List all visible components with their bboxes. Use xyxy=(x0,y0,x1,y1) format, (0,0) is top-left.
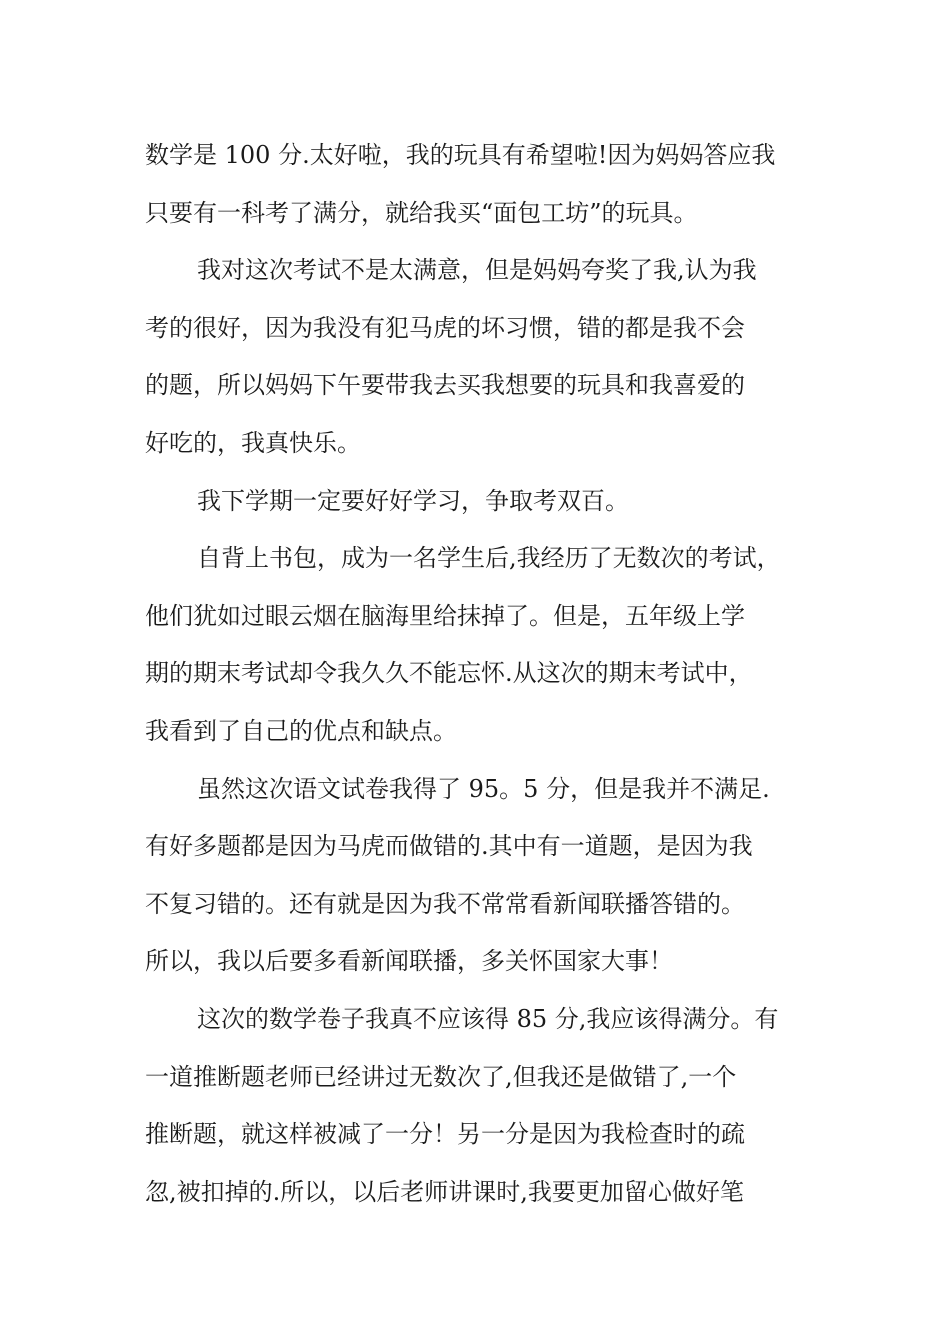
essay-body xyxy=(145,127,815,1221)
text-line: 数学是 100 分.太好啦，我的玩具有希望啦!因为妈妈答应我 xyxy=(145,141,776,169)
text-line: 有好多题都是因为马虎而做错的.其中有一道题，是因为我 xyxy=(145,832,753,861)
text-line: 考的很好，因为我没有犯马虎的坏习惯，错的都是我不会 xyxy=(145,313,745,342)
text-line: 只要有一科考了满分，就给我买“面包工坊”的玩具。 xyxy=(145,198,698,227)
text-line: 期的期末考试却令我久久不能忘怀.从这次的期末考试中， xyxy=(145,659,753,688)
text-line: 一道推断题老师已经讲过无数次了,但我还是做错了,一个 xyxy=(145,1062,737,1091)
text-line: 的题，所以妈妈下午要带我去买我想要的玩具和我喜爱的 xyxy=(145,371,745,400)
paragraph-first-line: 虽然这次语文试卷我得了 95。5 分，但是我并不满足. xyxy=(197,774,770,803)
paragraph-first-line: 我下学期一定要好好学习，争取考双百。 xyxy=(197,486,629,515)
text-line: 我看到了自己的优点和缺点。 xyxy=(145,716,457,745)
text-line: 推断题，就这样被减了一分！另一分是因为我检查时的疏 xyxy=(145,1120,745,1149)
text-line: 不复习错的。还有就是因为我不常常看新闻联播答错的。 xyxy=(145,889,745,918)
text-line: 所以，我以后要多看新闻联播，多关怀国家大事！ xyxy=(145,947,673,976)
paragraph-first-line: 这次的数学卷子我真不应该得 85 分,我应该得满分。有 xyxy=(197,1004,779,1033)
paragraph-first-line: 我对这次考试不是太满意，但是妈妈夸奖了我,认为我 xyxy=(197,256,757,285)
text-line: 他们犹如过眼云烟在脑海里给抹掉了。但是，五年级上学 xyxy=(145,601,745,630)
text-line: 好吃的，我真快乐。 xyxy=(145,428,361,457)
text-line: 忽,被扣掉的.所以，以后老师讲课时,我要更加留心做好笔 xyxy=(145,1177,744,1206)
paragraph-first-line: 自背上书包，成为一名学生后,我经历了无数次的考试， xyxy=(197,544,781,573)
